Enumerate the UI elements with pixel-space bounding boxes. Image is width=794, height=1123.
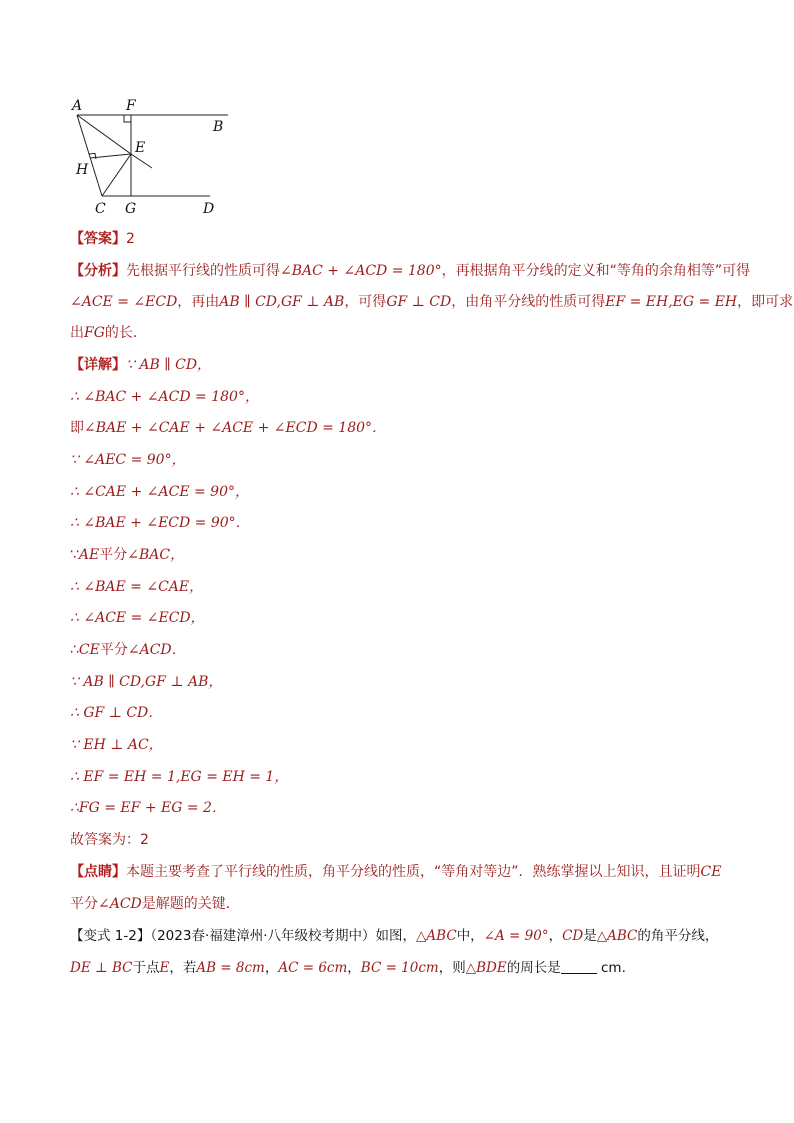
label-h: H	[76, 162, 89, 178]
variant-math: E	[159, 960, 170, 976]
detail-text: 平分	[99, 547, 128, 563]
variant-text: 于点	[132, 960, 160, 976]
variant-text: ，	[347, 960, 361, 976]
variant-math: △BDE	[465, 960, 507, 976]
variant-math: BC = 10cm	[360, 960, 439, 976]
comment-text: 本题主要考查了平行线的性质，角平分线的性质，“等角对等边”．熟练掌握以上知识，且证明	[126, 864, 701, 880]
variant-text: 中，	[456, 928, 484, 944]
detail-step: ∵ AB ∥ CD,GF ⊥ AB，	[70, 674, 223, 690]
analysis-math: ∠ACE = ∠ECD	[70, 294, 178, 310]
label-f: F	[126, 98, 136, 114]
analysis-line-3	[70, 322, 147, 344]
label-d: D	[203, 201, 215, 217]
detail-tag: 【详解】	[70, 357, 126, 373]
detail-step: ∴FG = EF + EG = 2．	[70, 800, 226, 816]
variant-text: ，	[264, 960, 279, 976]
detail-line-13	[70, 734, 163, 756]
variant-unit: cm.	[596, 960, 626, 976]
analysis-text: ，即可求	[737, 294, 794, 310]
comment-math: ∠ACD	[98, 896, 142, 912]
line-ae	[77, 115, 131, 154]
comment-math: CE	[700, 864, 722, 880]
variant-math: DE ⊥ BC	[70, 960, 133, 976]
detail-step: ∵ AB ∥ CD，	[126, 357, 212, 373]
comment-text: 平分	[70, 896, 98, 912]
detail-step: ∴ ∠BAE = ∠CAE，	[70, 579, 204, 595]
geometry-figure	[68, 94, 238, 219]
comment-line-2	[70, 893, 240, 915]
final-answer-line	[70, 829, 149, 851]
detail-line-6	[70, 512, 250, 534]
variant-text: ，则	[438, 960, 466, 976]
answer-value: 2	[126, 231, 135, 247]
detail-step: ∠BAE + ∠CAE + ∠ACE + ∠ECD = 180°．	[84, 420, 387, 436]
final-answer-value: 2	[140, 832, 149, 848]
label-g: G	[125, 201, 137, 217]
comment-text: 是解题的关键．	[141, 896, 240, 912]
detail-step: ∠ACD．	[127, 642, 186, 658]
analysis-text: ，由角平分线的性质可得	[451, 294, 606, 310]
variant-math: △ABC	[416, 928, 457, 944]
detail-step: ∵ EH ⊥ AC，	[70, 737, 163, 753]
answer-tag: 【答案】	[70, 231, 126, 247]
label-a: A	[72, 98, 83, 114]
detail-step: ∴ ∠CAE + ∠ACE = 90°，	[70, 484, 249, 500]
detail-line-5	[70, 481, 249, 503]
analysis-line-1	[70, 260, 750, 282]
variant-text: 的角平分线，	[637, 928, 719, 944]
detail-step: ∴ EF = EH = 1,EG = EH = 1，	[70, 769, 289, 785]
detail-step: ∠BAC，	[127, 547, 185, 563]
analysis-text: 的长．	[104, 325, 147, 341]
label-e: E	[135, 140, 146, 156]
detail-step: ∴ ∠BAE + ∠ECD = 90°．	[70, 515, 250, 531]
detail-text: 平分	[99, 642, 128, 658]
detail-step: CE	[78, 642, 100, 658]
comment-tag: 【点睛】	[70, 864, 126, 880]
variant-source: （2023春·福建漳州·八年级校考期中）	[150, 928, 376, 944]
detail-text: 即	[70, 420, 84, 436]
final-answer-text: 故答案为：	[70, 832, 140, 848]
analysis-math: GF ⊥ CD	[386, 294, 452, 310]
comment-line-1	[70, 861, 721, 883]
variant-math: AC = 6cm	[278, 960, 348, 976]
line-ce	[102, 154, 131, 196]
detail-step: ∴ ∠ACE = ∠ECD，	[70, 610, 205, 626]
analysis-math: ∠BAC + ∠ACD = 180°	[280, 263, 442, 279]
detail-line-1	[70, 354, 211, 376]
detail-line-4	[70, 449, 186, 471]
detail-step: AE	[78, 547, 100, 563]
variant-line-1	[70, 925, 718, 947]
detail-step: ∴ GF ⊥ CD．	[70, 705, 163, 721]
detail-line-9	[70, 607, 205, 629]
variant-text: ，	[548, 928, 563, 944]
answer-line	[70, 228, 135, 250]
detail-step: ∴ ∠BAC + ∠ACD = 180°，	[70, 389, 259, 405]
line-ac	[77, 115, 102, 196]
detail-line-11	[70, 671, 222, 693]
analysis-tag: 【分析】	[70, 263, 126, 279]
analysis-text: 出	[70, 325, 84, 341]
variant-text: 是	[583, 928, 597, 944]
line-e-ext	[131, 154, 152, 168]
analysis-math: AB ∥ CD,GF ⊥ AB	[219, 294, 345, 310]
detail-text: ∴	[70, 642, 79, 658]
detail-line-7	[70, 544, 184, 566]
detail-line-10	[70, 639, 186, 661]
analysis-text: ，可得	[344, 294, 387, 310]
right-angle-mark-f	[124, 115, 131, 122]
variant-line-2	[70, 957, 626, 979]
analysis-line-2	[70, 291, 793, 313]
variant-math: AB = 8cm	[196, 960, 265, 976]
variant-math: ∠A = 90°	[483, 928, 549, 944]
analysis-math: FG	[84, 325, 105, 341]
variant-tag: 【变式 1-2】	[70, 928, 151, 944]
detail-step: ∵ ∠AEC = 90°，	[70, 452, 186, 468]
label-b: B	[213, 119, 224, 135]
detail-line-2	[70, 386, 259, 408]
label-c: C	[95, 201, 106, 217]
analysis-math: EF = EH,EG = EH	[605, 294, 738, 310]
detail-text: ∵	[70, 547, 79, 563]
answer-blank	[561, 959, 597, 974]
variant-text: ，若	[169, 960, 197, 976]
variant-math: △ABC	[596, 928, 638, 944]
detail-line-15	[70, 797, 226, 819]
detail-line-14	[70, 766, 288, 788]
detail-line-3	[70, 417, 386, 439]
analysis-text: ，再由	[177, 294, 220, 310]
detail-line-12	[70, 702, 162, 724]
detail-line-8	[70, 576, 203, 598]
variant-text: 如图，	[375, 928, 417, 944]
analysis-text: ，再根据角平分线的定义和“等角的余角相等”可得	[441, 263, 751, 279]
variant-math: CD	[562, 928, 584, 944]
analysis-text: 先根据平行线的性质可得	[126, 263, 280, 279]
variant-text: 的周长是	[506, 960, 561, 976]
